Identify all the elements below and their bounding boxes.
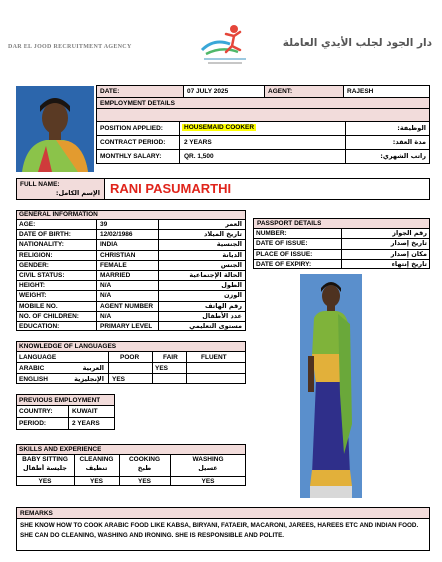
general-row-arabic: الجنس: [220, 261, 242, 269]
languages-section-label: KNOWLEDGE OF LANGUAGES: [19, 343, 117, 350]
general-row-arabic: عدد الأطفال: [202, 312, 242, 320]
salary-ar: راتب الشهري:: [380, 152, 426, 160]
agent-label: AGENT:: [268, 88, 293, 95]
passport-row-label: PLACE OF ISSUE:: [256, 251, 313, 258]
portrait-photo: [16, 86, 94, 172]
general-row-value: FEMALE: [100, 262, 127, 269]
contract-label: CONTRACT PERIOD:: [100, 139, 166, 146]
general-row-label: AGE:: [19, 221, 36, 228]
remarks-text: SHE KNOW HOW TO COOK ARABIC FOOD LIKE KABSA, BIRYANI, FATAEIR, MACARONI, JAREES, HAREES ETC AND INDIAN FOOD. SHE CAN DO CLEANING, WASHING AND IRONING. SHE IS RESPONSIBLE AND POLITE.: [20, 522, 419, 539]
skill-value: YES: [38, 478, 52, 485]
general-row-arabic: الحالة الإجتماعية: [189, 271, 242, 279]
general-row-arabic: الوزن: [223, 291, 242, 299]
skill-name-arabic: جليسة أطفال: [23, 464, 67, 472]
general-row-label: CIVIL STATUS:: [19, 272, 65, 279]
position-value-text: HOUSEMAID COOKER: [184, 124, 255, 131]
skill-value: YES: [137, 478, 151, 485]
general-row-value: AGENT NUMBER: [100, 303, 154, 310]
general-row-value: PRIMARY LEVEL: [100, 323, 153, 330]
general-row-label: RELIGION:: [19, 252, 53, 259]
passport-row-arabic: تاريخ إنتهاء: [391, 260, 427, 268]
employment-section-label: EMPLOYMENT DETAILS: [100, 100, 175, 107]
general-row-label: GENDER:: [19, 262, 49, 269]
lang-header-fluent: FLUENT: [201, 354, 227, 361]
lang-header-poor: POOR: [120, 354, 140, 361]
full-name-label-ar: الإسم الكامل:: [55, 189, 100, 197]
lang-english-poor: YES: [112, 376, 126, 383]
general-row-arabic: تاريخ الميلاد: [204, 230, 242, 238]
passport-row-label: NUMBER:: [256, 230, 287, 237]
lang-arabic-ar: العربية: [82, 364, 104, 372]
passport-row-arabic: تاريخ إصدار: [390, 239, 427, 247]
contract-value: 2 YEARS: [184, 139, 212, 146]
lang-english: ENGLISH: [19, 376, 48, 383]
agency-name-ar: دار الجود لجلب الأيدي العاملة: [282, 37, 432, 49]
general-row-value: INDIA: [100, 241, 118, 248]
general-row-label: MOBILE NO.: [19, 303, 58, 310]
skills-section-label: SKILLS AND EXPERIENCE: [19, 446, 102, 453]
skill-value: YES: [89, 478, 103, 485]
passport-row-arabic: رقم الجواز: [392, 229, 427, 237]
general-row-value: N/A: [100, 313, 112, 320]
passport-row-label: DATE OF EXPIRY:: [256, 261, 312, 268]
general-row-value: N/A: [100, 282, 112, 289]
position-ar: الوظيفة:: [397, 124, 426, 132]
remarks-section-label: REMARKS: [20, 510, 53, 517]
skill-name-arabic: طبخ: [137, 464, 152, 472]
date-label: DATE:: [100, 88, 120, 95]
previous-employment-section-label: PREVIOUS EMPLOYMENT: [19, 397, 101, 404]
general-row-value: CHRISTIAN: [100, 252, 136, 259]
prev-country-label: COUNTRY:: [19, 408, 53, 415]
general-row-arabic: مستوى التعليمي: [189, 322, 242, 330]
position-label: POSITION APPLIED:: [100, 125, 163, 132]
lang-header-language: LANGUAGE: [19, 354, 57, 361]
passport-section-label: PASSPORT DETAILS: [257, 220, 322, 227]
general-row-label: NO. OF CHILDREN:: [19, 313, 79, 320]
general-row-value: 12/02/1986: [100, 231, 133, 238]
skill-name: CLEANING: [79, 456, 114, 463]
general-row-label: EDUCATION:: [19, 323, 60, 330]
passport-row-arabic: مكان إصدار: [390, 250, 427, 258]
general-row-value: N/A: [100, 292, 112, 299]
general-row-label: WEIGHT:: [19, 292, 47, 299]
general-row-value: MARRIED: [100, 272, 131, 279]
lang-header-fair: FAIR: [163, 354, 178, 361]
prev-period-label: PERIOD:: [19, 420, 47, 427]
skill-name: COOKING: [128, 456, 161, 463]
skill-name: BABY SITTING: [22, 456, 68, 463]
salary-value: QR. 1,500: [184, 153, 214, 160]
agency-logo-icon: [196, 20, 254, 68]
full-name-label: FULL NAME:: [20, 181, 60, 188]
full-name-value: RANI PASUMARTHI: [110, 181, 232, 196]
general-row-arabic: رقم الهاتف: [205, 302, 242, 310]
general-section-label: GENERAL INFORMATION: [19, 211, 98, 218]
general-row-arabic: الديانة: [222, 251, 242, 259]
prev-period-value: 2 YEARS: [72, 420, 100, 427]
general-row-label: NATIONALITY:: [19, 241, 64, 248]
lang-english-ar: الإنجليزية: [74, 375, 104, 383]
date-value: 07 JULY 2025: [187, 88, 229, 95]
skill-name: WASHING: [192, 456, 224, 463]
salary-label: MONTHLY SALARY:: [100, 153, 162, 160]
general-row-arabic: الجنسية: [216, 240, 242, 248]
general-row-value: 39: [100, 221, 108, 228]
general-row-label: HEIGHT:: [19, 282, 45, 289]
general-row-label: DATE OF BIRTH:: [19, 231, 71, 238]
lang-arabic-fair: YES: [155, 365, 169, 372]
agent-value: RAJESH: [347, 88, 374, 95]
lang-arabic: ARABIC: [19, 365, 45, 372]
skill-name-arabic: غسيل: [198, 464, 218, 472]
skill-value: YES: [201, 478, 215, 485]
contract-ar: مدة العقد:: [392, 138, 426, 146]
passport-row-label: DATE OF ISSUE:: [256, 240, 308, 247]
prev-country-value: KUWAIT: [72, 408, 98, 415]
position-value: [182, 123, 256, 132]
general-row-arabic: العمر: [225, 220, 242, 228]
agency-name-en: DAR EL JOOD RECRUITMENT AGENCY: [8, 44, 132, 50]
general-row-arabic: الطول: [221, 281, 242, 289]
skill-name-arabic: تنظيف: [85, 464, 108, 472]
full-body-photo: [300, 274, 362, 498]
